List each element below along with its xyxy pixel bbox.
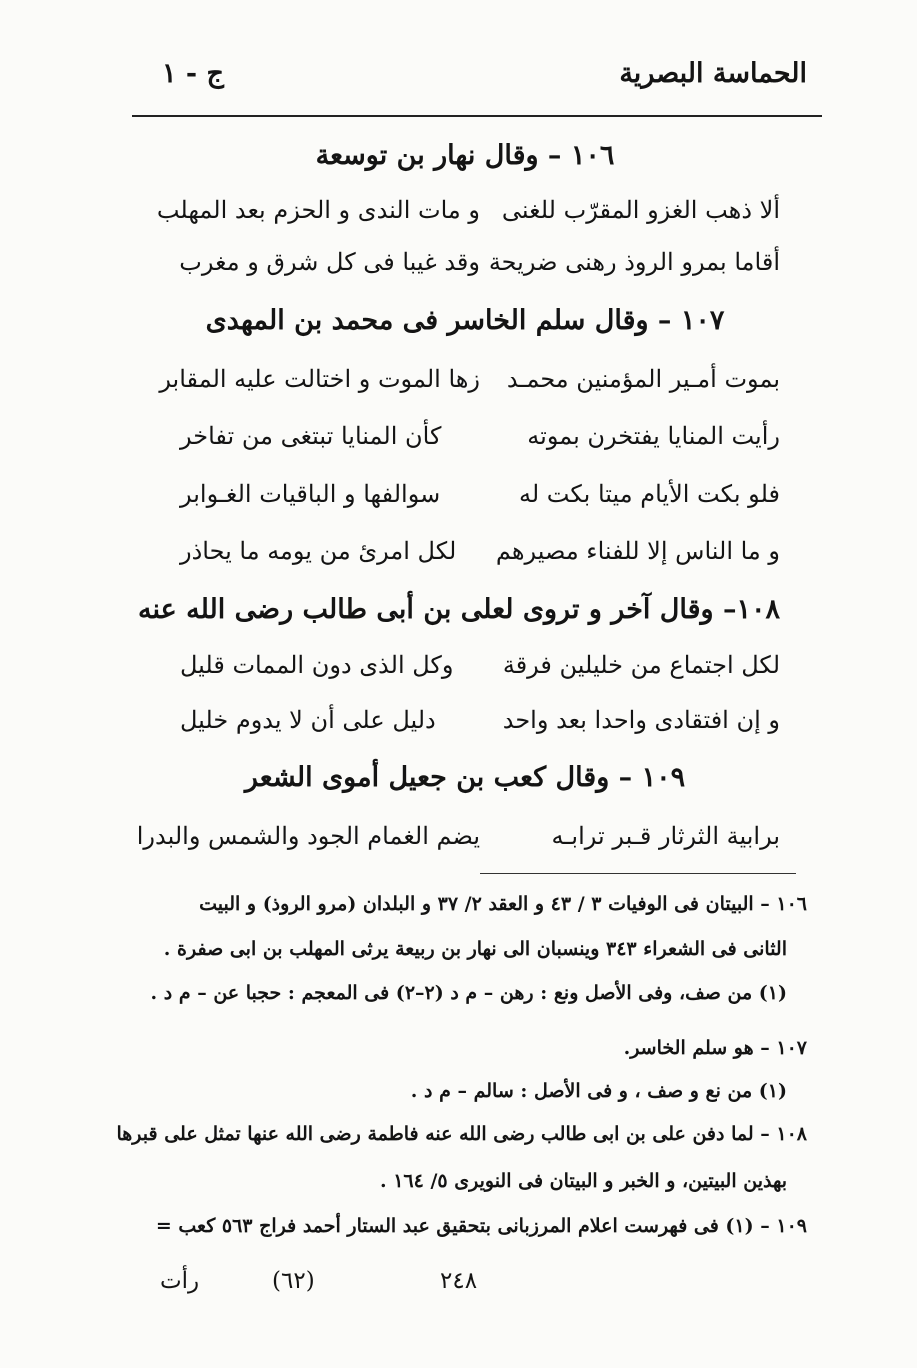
first-hemistich: بموت أمـير المؤمنين محمـد: [506, 365, 780, 393]
footnote-line: ١٠٧ – هو سلم الخاسر.: [623, 1037, 807, 1059]
poem-title-106: ١٠٦ – وقال نهار بن توسعة: [315, 140, 615, 171]
verse: [180, 422, 780, 462]
poem-title-107: ١٠٧ – وقال سلم الخاسر فى محمد بن المهدى: [205, 305, 725, 336]
second-hemistich: كأن المنايا تبتغى من تفاخر: [180, 422, 442, 450]
first-hemistich: و ما الناس إلا للفناء مصيرهم: [495, 537, 780, 565]
verse: [136, 822, 780, 862]
running-head-volume: ج - ١: [162, 58, 224, 89]
poem-title-108: ١٠٨– وقال آخر و تروى لعلى بن أبى طالب رضى الله عنه: [138, 594, 780, 625]
verse: [180, 651, 780, 691]
header-rule: [132, 115, 822, 117]
footnote-line: ١٠٨ – لما دفن على بن ابى طالب رضى الله عنه فاطمة رضى الله عنها تمثل على قبرها: [116, 1123, 807, 1145]
verse: [180, 248, 780, 288]
footnote-line: ١٠٦ – البيتان فى الوفيات ٣ / ٤٣ و العقد ٢/ ٣٧ و البلدان (مرو الروذ) و البيت: [199, 893, 807, 915]
page-number: ٢٤٨: [440, 1268, 478, 1294]
verse: [180, 706, 780, 746]
verse: [159, 365, 780, 405]
first-hemistich: فلو بكت الأيام ميتا بكت له: [519, 480, 780, 508]
first-hemistich: برابية الثرثار قـبر ترابـه: [551, 822, 780, 850]
footnote-line: ١٠٩ – (١) فى فهرست اعلام المرزبانى بتحقيق عبد الستار أحمد فراج ٥٦٣ كعب =: [155, 1215, 807, 1237]
footnote-line: (١) من نع و صف ، و فى الأصل : سالم – م د .: [410, 1080, 787, 1102]
running-head-title: الحماسة البصرية: [619, 58, 807, 89]
second-hemistich: لكل امرئ من يومه ما يحاذر: [180, 537, 457, 565]
sheet-number: (٦٢): [272, 1268, 315, 1294]
second-hemistich: و مات الندى و الحزم بعد المهلب: [156, 196, 480, 224]
poem-title-109: ١٠٩ – وقال كعب بن جعيل أموى الشعر: [244, 762, 686, 793]
footnote-line: (١) من صف، وفى الأصل ونع : رهن – م د (٢–٢) فى المعجم : حجبا عن – م د .: [150, 982, 787, 1004]
verse: [156, 196, 780, 236]
verse: [180, 537, 780, 577]
footnote-rule: [480, 873, 796, 874]
second-hemistich: وقد غيبا فى كل شرق و مغرب: [179, 248, 480, 276]
first-hemistich: لكل اجتماع من خليلين فرقة: [502, 651, 780, 679]
first-hemistich: ألا ذهب الغزو المقرّب للغنى: [501, 196, 780, 224]
second-hemistich: زها الموت و اختالت عليه المقابر: [159, 365, 480, 393]
second-hemistich: يضم الغمام الجود والشمس والبدرا: [136, 822, 480, 850]
second-hemistich: دليل على أن لا يدوم خليل: [180, 706, 436, 734]
first-hemistich: رأيت المنايا يفتخرن بموته: [527, 422, 780, 450]
first-hemistich: و إن افتقادى واحدا بعد واحد: [502, 706, 780, 734]
second-hemistich: وكل الذى دون الممات قليل: [180, 651, 454, 679]
verse: [180, 480, 780, 520]
first-hemistich: أقاما بمرو الروذ رهنى ضريحة: [488, 248, 780, 276]
footnote-line: الثانى فى الشعراء ٣٤٣ وينسبان الى نهار بن ربيعة يرثى المهلب بن ابى صفرة .: [163, 938, 787, 960]
footnote-line: بهذين البيتين، و الخبر و البيتان فى النويرى ٥/ ١٦٤ .: [379, 1170, 787, 1192]
second-hemistich: سوالفها و الباقيات الغـوابر: [180, 480, 441, 508]
catchword: رأت: [160, 1268, 200, 1294]
